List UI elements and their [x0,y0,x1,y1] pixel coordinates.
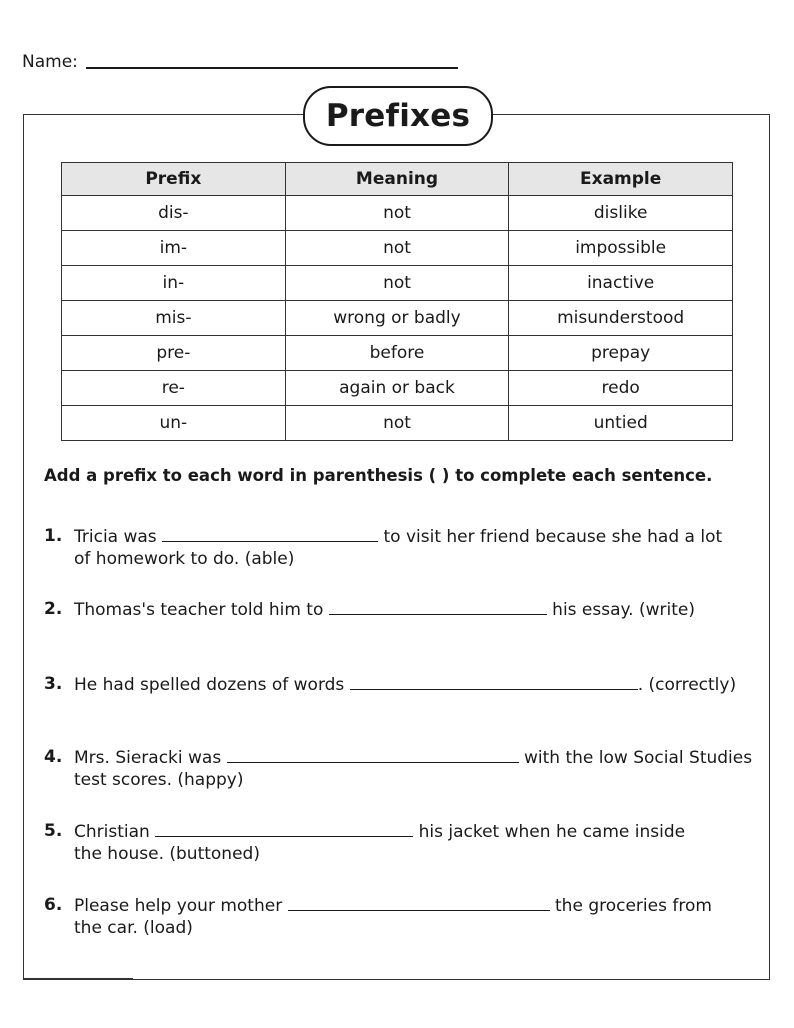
question-2 [44,598,695,621]
table-row [62,266,733,301]
question-text-line2: test scores. (happy) [74,770,244,790]
question-text-before: Please help your mother [74,896,283,916]
example-cell: impossible [509,231,733,266]
example-cell: misunderstood [509,301,733,336]
question-text-before: Christian [74,822,150,842]
question-number: 3. [44,674,63,694]
example-cell: dislike [509,196,733,231]
question-number: 2. [44,599,63,619]
instructions: Add a prefix to each word in parenthesis ( ) to complete each sentence. [44,466,713,485]
answer-blank[interactable] [329,598,547,615]
question-number: 6. [44,895,63,915]
prefix-cell: pre- [62,336,286,371]
meaning-cell: not [285,406,509,441]
name-blank-line[interactable] [86,66,458,69]
example-cell: prepay [509,336,733,371]
question-text-after: to visit her friend because she had a lot [383,527,723,547]
page-title: Prefixes [303,86,493,146]
answer-blank[interactable] [350,673,638,690]
prefix-cell: un- [62,406,286,441]
prefix-cell: re- [62,371,286,406]
meaning-cell: not [285,231,509,266]
example-cell: untied [509,406,733,441]
column-header-example: Example [509,163,733,196]
meaning-cell: not [285,266,509,301]
prefix-table [61,162,733,441]
question-number: 1. [44,526,63,546]
question-number: 5. [44,821,63,841]
frame-bottom-accent [23,978,133,979]
question-text-before: Mrs. Sieracki was [74,748,222,768]
question-text-after: his essay. (write) [552,600,695,620]
name-row [22,52,458,72]
answer-blank[interactable] [155,820,413,837]
table-row [62,301,733,336]
prefix-cell: im- [62,231,286,266]
answer-blank[interactable] [227,746,519,763]
prefix-cell: mis- [62,301,286,336]
question-text-after: with the low Social Studies [524,748,753,768]
question-4 [44,746,752,791]
meaning-cell: again or back [285,371,509,406]
question-text-after: . (correctly) [637,675,737,695]
table-row [62,406,733,441]
meaning-cell: before [285,336,509,371]
question-text-line2: of homework to do. (able) [74,549,295,569]
question-3 [44,673,736,696]
example-cell: inactive [509,266,733,301]
column-header-prefix: Prefix [62,163,286,196]
answer-blank[interactable] [162,525,378,542]
prefix-cell: dis- [62,196,286,231]
table-header-row [62,163,733,196]
question-text-after: his jacket when he came inside [418,822,686,842]
meaning-cell: wrong or badly [285,301,509,336]
question-6 [44,894,712,939]
question-text-line2: the house. (buttoned) [74,844,260,864]
name-label: Name: [22,52,78,72]
prefix-cell: in- [62,266,286,301]
example-cell: redo [509,371,733,406]
question-text-before: Tricia was [74,527,157,547]
question-text-after: the groceries from [555,896,712,916]
table-row [62,231,733,266]
question-number: 4. [44,747,63,767]
question-text-before: He had spelled dozens of words [74,675,345,695]
answer-blank[interactable] [288,894,550,911]
question-5 [44,820,685,865]
table-row [62,196,733,231]
table-row [62,371,733,406]
question-text-before: Thomas's teacher told him to [74,600,324,620]
column-header-meaning: Meaning [285,163,509,196]
meaning-cell: not [285,196,509,231]
question-text-line2: the car. (load) [74,918,193,938]
question-1 [44,525,722,570]
table-row [62,336,733,371]
